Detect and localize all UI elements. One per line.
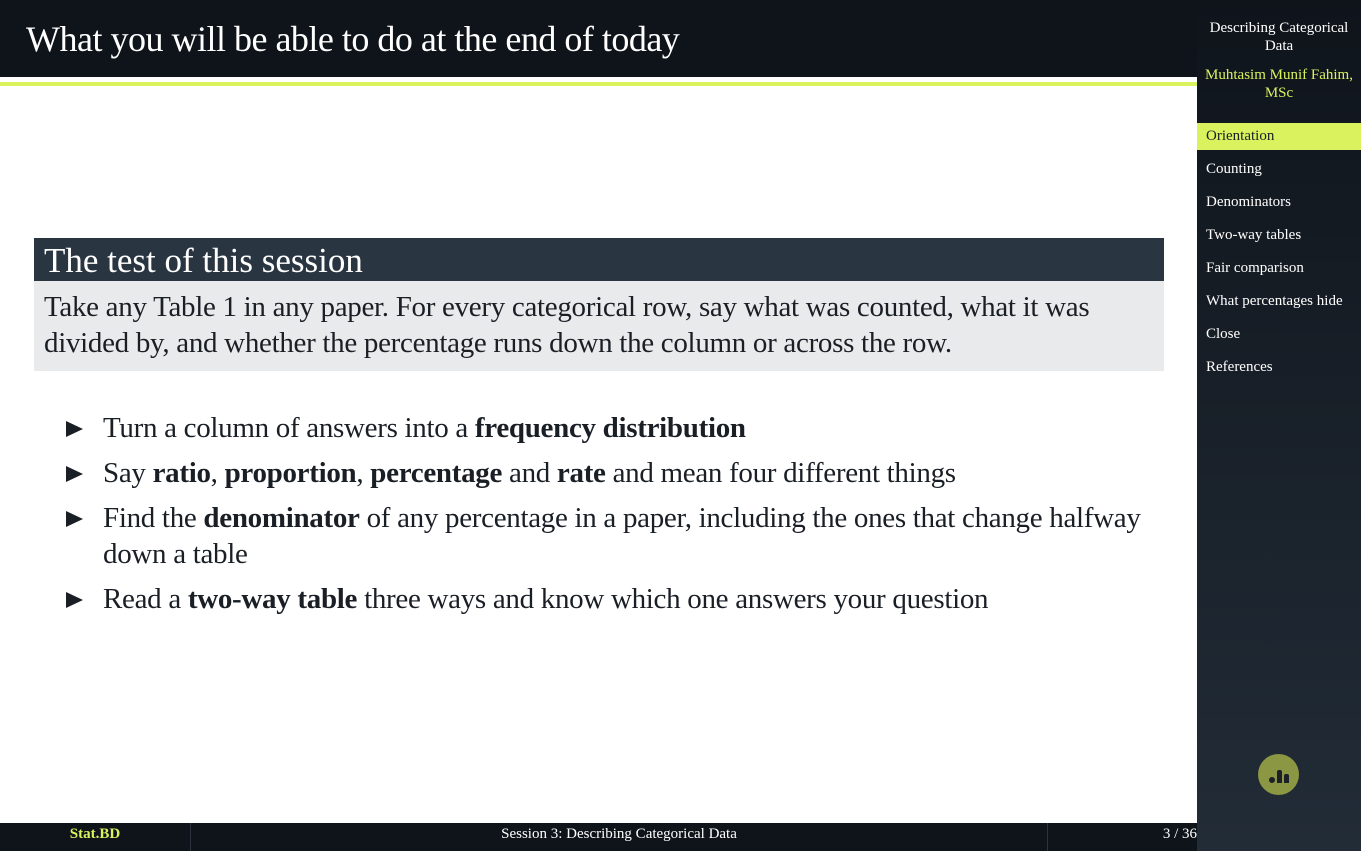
objective-text: Say bbox=[103, 457, 153, 489]
sidebar-item-close[interactable]: Close bbox=[1206, 326, 1241, 342]
objective-text: of any percentage in a paper, including the ones that change halfway down a table bbox=[103, 502, 1141, 570]
footer-page-number: 3 / 36 bbox=[1162, 826, 1197, 842]
objective-text: , bbox=[210, 457, 225, 489]
triangle-bullet-icon bbox=[66, 466, 83, 482]
block-header bbox=[34, 238, 1164, 281]
objective-text: three ways and know which one answers your question bbox=[357, 583, 989, 615]
block-body bbox=[34, 281, 1164, 371]
objective-item bbox=[64, 410, 1164, 446]
objective-text: Read a bbox=[103, 583, 188, 615]
sidebar bbox=[1197, 0, 1361, 851]
objective-keyword: percentage bbox=[370, 457, 503, 489]
objective-text: Turn a column of answers into a bbox=[103, 412, 475, 444]
objective-keyword: denominator bbox=[203, 502, 360, 534]
objective-keyword: frequency distribution bbox=[474, 412, 746, 444]
objective-keyword: rate bbox=[556, 457, 606, 489]
sidebar-author: Muhtasim Munif Fahim, MSc bbox=[1205, 67, 1353, 101]
objective-keyword: proportion bbox=[224, 457, 357, 489]
sidebar-item-what-percentages-hide[interactable]: What percentages hide bbox=[1206, 293, 1343, 309]
sidebar-item-orientation[interactable]: Orientation bbox=[1197, 123, 1361, 150]
footer-brand: Stat.BD bbox=[0, 823, 191, 851]
sidebar-item-fair-comparison[interactable]: Fair comparison bbox=[1206, 260, 1304, 276]
sidebar-item-references[interactable]: References bbox=[1206, 359, 1273, 375]
block-title: The test of this session bbox=[44, 241, 363, 280]
sidebar-item-counting[interactable]: Counting bbox=[1206, 161, 1262, 177]
sidebar-presentation-title: Describing Categorical Data bbox=[1209, 20, 1349, 54]
objective-keyword: two-way table bbox=[187, 583, 358, 615]
objective-text: and bbox=[502, 457, 557, 489]
objectives-list bbox=[64, 410, 1164, 626]
sidebar-item-two-way-tables[interactable]: Two-way tables bbox=[1206, 227, 1302, 243]
sidebar-nav bbox=[1197, 123, 1361, 387]
slide-title: What you will be able to do at the end of today bbox=[26, 19, 680, 59]
sidebar-item-denominators[interactable]: Denominators bbox=[1206, 194, 1291, 210]
footer-session-title: Session 3: Describing Categorical Data bbox=[191, 823, 1048, 851]
slide-footer bbox=[0, 823, 1197, 851]
objective-item bbox=[64, 455, 1164, 491]
block-text: Take any Table 1 in any paper. For every categorical row, say what was counted, what it was divided by, and whether the percentage runs down the column or across the row. bbox=[44, 291, 1090, 359]
slide-header bbox=[0, 0, 1197, 77]
objective-item bbox=[64, 500, 1164, 572]
objective-text: and mean four different things bbox=[605, 457, 956, 489]
objective-text: Find the bbox=[103, 502, 204, 534]
objective-item bbox=[64, 581, 1164, 617]
objective-keyword: ratio bbox=[152, 457, 211, 489]
header-accent-line bbox=[0, 82, 1197, 86]
triangle-bullet-icon bbox=[66, 511, 83, 527]
triangle-bullet-icon bbox=[66, 592, 83, 608]
bar-chart-icon bbox=[1258, 754, 1299, 795]
triangle-bullet-icon bbox=[66, 421, 83, 437]
objective-text: , bbox=[356, 457, 371, 489]
